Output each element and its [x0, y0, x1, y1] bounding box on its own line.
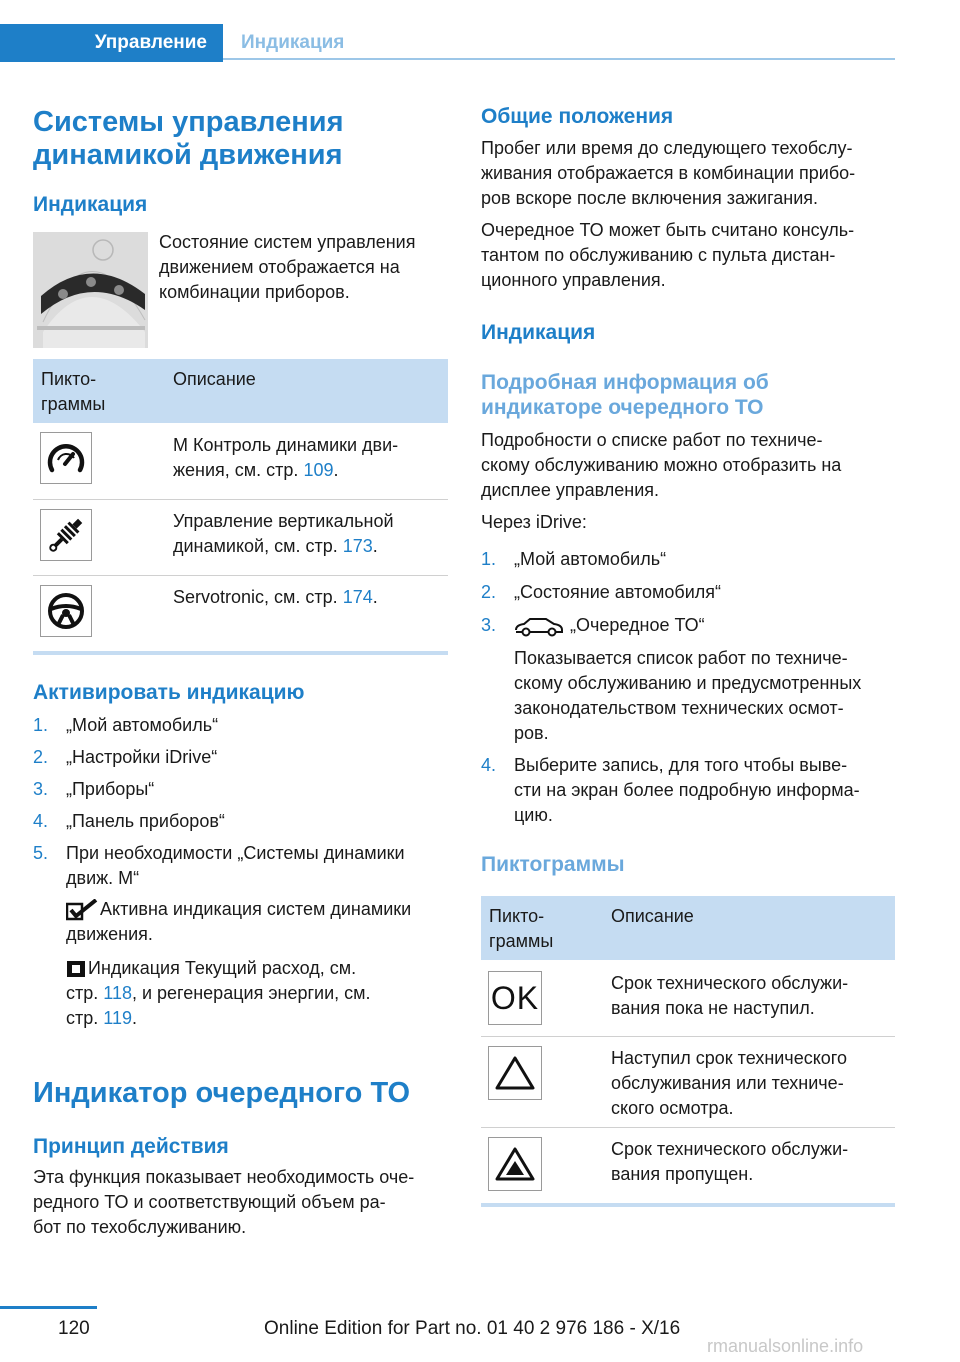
step-number: 3. — [33, 779, 49, 799]
step-text-cont: сти на экран более подробную информа- — [514, 780, 860, 800]
step-number: 3. — [481, 615, 497, 635]
step-text: Выберите запись, для того чтобы выве- — [514, 755, 848, 775]
general-line: ров вскоре после включения зажигания. — [481, 188, 818, 208]
general-heading: Общие положения — [481, 105, 674, 128]
step-text[interactable]: „Приборы“ — [66, 779, 155, 799]
row-text: M Контроль динамики дви- — [173, 435, 399, 455]
list-item — [33, 777, 448, 802]
box-note — [66, 956, 448, 1031]
row-text-end: . — [372, 587, 378, 607]
step-text-cont: Показывается список работ по техниче- — [514, 648, 848, 668]
step-number: 2. — [33, 747, 49, 767]
step-number: 4. — [481, 755, 497, 775]
box-note-line2 — [66, 981, 371, 1006]
right-display-heading: Индикация — [481, 321, 596, 344]
step-text-cont: ров. — [514, 723, 549, 743]
checkbox-checked-icon — [66, 899, 100, 921]
detail-heading-line1: Подробная информация об — [481, 371, 769, 394]
intro-line3: комбинации приборов. — [159, 282, 350, 302]
box-text: , и регенерация энергии, см. — [131, 983, 371, 1003]
row-text: Наступил срок технического — [611, 1048, 847, 1068]
row-ok — [611, 971, 848, 1021]
display-heading: Индикация — [33, 193, 148, 216]
step-text[interactable]: „Очередное ТО“ — [570, 615, 705, 635]
step-number: 2. — [481, 582, 497, 602]
step-number: 1. — [33, 715, 49, 735]
row-vertical-dynamics — [173, 509, 394, 559]
page-link[interactable]: 173 — [342, 536, 373, 556]
general-line: Очередное ТО может быть считано консуль- — [481, 220, 855, 240]
section-title-line1: Системы управления — [33, 106, 344, 138]
col-pictograms-line2: граммы — [489, 931, 554, 951]
row-text: Срок технического обслужи- — [611, 973, 849, 993]
checkbox-empty-icon — [66, 960, 86, 978]
row-text: Управление вертикальной — [173, 511, 394, 531]
step-text[interactable]: „Мой автомобиль“ — [66, 715, 219, 735]
list-item — [481, 613, 895, 743]
list-item — [33, 745, 448, 770]
pictograms-heading: Пиктограммы — [481, 853, 625, 876]
page-link[interactable]: 109 — [303, 460, 334, 480]
list-item — [33, 809, 448, 834]
row-divider — [33, 575, 448, 576]
intro-line1: Состояние систем управления — [159, 232, 416, 252]
detail-heading — [481, 370, 769, 420]
row-divider — [481, 1127, 895, 1128]
row-service-overdue — [611, 1137, 848, 1187]
instrument-cluster-image — [33, 232, 148, 348]
col-pictograms-line2: граммы — [41, 394, 106, 414]
step-text[interactable]: При необходимости „Системы динамики — [66, 843, 405, 863]
section-title — [33, 106, 344, 172]
check-note-line1: Активна индикация систем динамики — [100, 899, 412, 919]
step-text-cont: законодательством технических осмот- — [514, 698, 844, 718]
table-end-rule — [33, 651, 448, 655]
instrument-cluster-icon — [33, 232, 148, 348]
general-line: тантом по обслуживанию с пульта дистан- — [481, 245, 836, 265]
page-number: 120 — [58, 1318, 90, 1339]
via-idrive: Через iDrive: — [481, 512, 587, 532]
row-text: ского осмотра. — [611, 1098, 734, 1118]
section-title-line2: динамикой движения — [33, 139, 343, 171]
activate-heading: Активировать индикацию — [33, 681, 305, 704]
tab-display[interactable]: Индикация — [223, 24, 895, 60]
general-text-1 — [481, 136, 855, 211]
check-note — [66, 897, 448, 947]
detail-line: скому обслуживанию можно отобразить на — [481, 455, 842, 475]
row-text: жения, см. стр. — [173, 460, 304, 480]
watermark: rmanualsonline.info — [707, 1336, 864, 1356]
intro-line2: движением отображается на — [159, 257, 400, 277]
tab-control[interactable]: Управление — [0, 24, 223, 62]
step-text-cont: цию. — [514, 805, 553, 825]
header-tabs — [0, 24, 895, 62]
general-line: ционного управления. — [481, 270, 666, 290]
row-divider — [481, 1036, 895, 1037]
step-text[interactable]: „Настройки iDrive“ — [66, 747, 218, 767]
step-text[interactable]: „Панель приборов“ — [66, 811, 225, 831]
row-text: обслуживания или техниче- — [611, 1073, 844, 1093]
row-service-due — [611, 1046, 847, 1121]
footer-rule — [0, 1306, 97, 1309]
steering-wheel-icon — [40, 585, 92, 637]
service-indicator-title: Индикатор очередного ТО — [33, 1077, 410, 1109]
edition-note: Online Edition for Part no. 01 40 2 976 186 - X/16 — [264, 1318, 681, 1339]
row-text: динамикой, см. стр. — [173, 536, 343, 556]
col-pictograms-line1: Пикто- — [41, 369, 97, 389]
page-link[interactable]: 119 — [103, 1008, 132, 1028]
box-text: стр. — [66, 1008, 104, 1028]
step-text-cont: движ. M“ — [66, 868, 140, 888]
step-text[interactable]: „Состояние автомобиля“ — [514, 582, 722, 602]
row-text: Servotronic, см. стр. — [173, 587, 343, 607]
row-text: вания пропущен. — [611, 1164, 754, 1184]
box-text: стр. — [66, 983, 104, 1003]
box-text: . — [131, 1008, 137, 1028]
col-pictograms — [41, 367, 105, 417]
table-end-rule — [481, 1203, 895, 1207]
row-text: Срок технического обслужи- — [611, 1139, 849, 1159]
principle-line1: Эта функция показывает необходимость оче- — [33, 1167, 415, 1187]
page-link[interactable]: 118 — [103, 983, 132, 1003]
table-header — [481, 896, 895, 960]
box-note-line3 — [66, 1006, 137, 1031]
warning-triangle-icon — [488, 1046, 542, 1100]
row-divider — [33, 499, 448, 500]
principle-heading: Принцип действия — [33, 1135, 229, 1158]
step-text-cont: скому обслуживанию и предусмотренных — [514, 673, 862, 693]
detail-line: Подробности о списке работ по техниче- — [481, 430, 823, 450]
step-text[interactable]: „Мой автомобиль“ — [514, 549, 667, 569]
step-number: 4. — [33, 811, 49, 831]
list-item — [481, 580, 895, 605]
row-text-end: . — [333, 460, 339, 480]
check-note-line2: движения. — [66, 924, 153, 944]
col-pictograms — [489, 904, 553, 954]
car-service-icon — [514, 617, 564, 637]
list-item — [33, 713, 448, 738]
intro-text — [159, 230, 415, 305]
row-text: вания пока не наступил. — [611, 998, 815, 1018]
page-link[interactable]: 174 — [342, 587, 373, 607]
table-header — [33, 359, 448, 423]
col-pictograms-line1: Пикто- — [489, 906, 545, 926]
detail-line: дисплее управления. — [481, 480, 660, 500]
col-description: Описание — [173, 369, 256, 389]
principle-line2: редного ТО и соответствующий объем ра- — [33, 1192, 386, 1212]
principle-text — [33, 1165, 414, 1240]
list-item — [481, 753, 895, 828]
row-dynamic-control — [173, 433, 398, 483]
ok-icon-label: OK — [490, 979, 540, 1016]
general-line: Пробег или время до следующего техобслу- — [481, 138, 853, 158]
list-item — [33, 841, 448, 891]
box-note-line1: Индикация Текущий расход, см. — [88, 958, 357, 978]
general-text-2 — [481, 218, 854, 293]
list-item — [481, 547, 895, 572]
step-number: 5. — [33, 843, 49, 863]
step-number: 1. — [481, 549, 497, 569]
col-description: Описание — [611, 906, 694, 926]
gauge-icon — [40, 432, 92, 484]
shock-absorber-icon — [40, 509, 92, 561]
ok-icon — [488, 971, 542, 1025]
row-text-end: . — [372, 536, 378, 556]
general-line: живания отображается в комбинации прибо- — [481, 163, 856, 183]
detail-text — [481, 428, 841, 503]
principle-line3: бот по техобслуживанию. — [33, 1217, 247, 1237]
detail-heading-line2: индикаторе очередного ТО — [481, 396, 764, 419]
warning-triangle-filled-icon — [488, 1137, 542, 1191]
row-servotronic — [173, 585, 378, 610]
